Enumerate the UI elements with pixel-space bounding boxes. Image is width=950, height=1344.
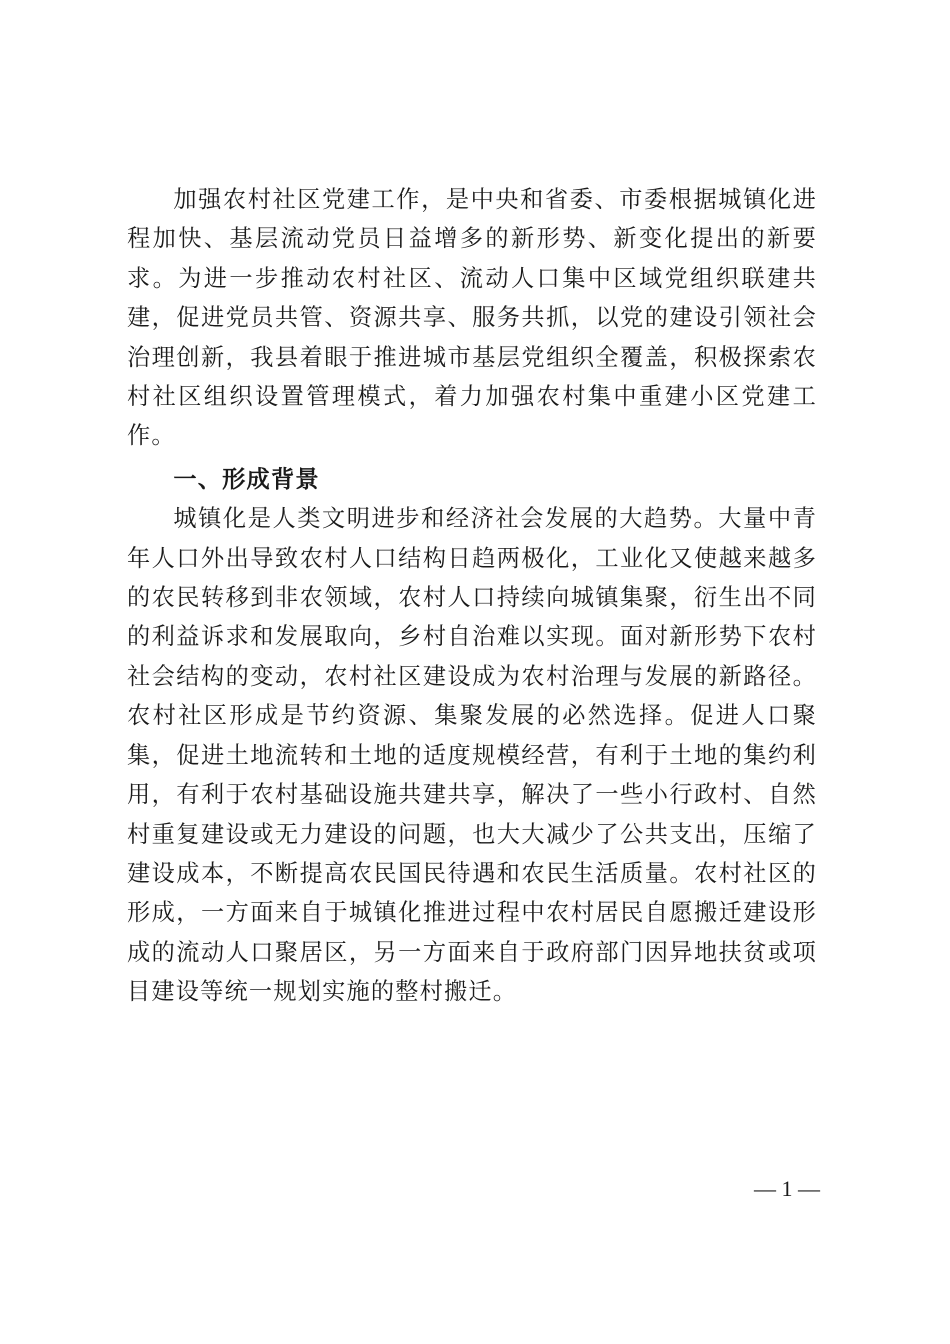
background-paragraph: 城镇化是人类文明进步和经济社会发展的大趋势。大量中青年人口外出导致农村人口结构日趋两极化，工业化又使越来越多的农民转移到非农领域，农村人口持续向城镇集聚，衍生出不同的利益诉求和发展取向，乡村自治难以实现。面对新形势下农村社会结构的变动，农村社区建设成为农村治理与发展的新路径。农村社区形成是节约资源、集聚发展的必然选择。促进人口聚集，促进土地流转和土地的适度规模经营，有利于土地的集约利用，有利于农村基础设施共建共享，解决了一些小行政村、自然村重复建设或无力建设的问题，也大大减少了公共支出，压缩了建设成本，不断提高农民国民待遇和农民生活质量。农村社区的形成，一方面来自于城镇化推进过程中农村居民自愿搬迁建设形成的流动人口聚居区，另一方面来自于政府部门因异地扶贫或项目建设等统一规划实施的整村搬迁。 (127, 505, 817, 1006)
page-number: — 1 — (754, 1176, 820, 1201)
section-heading: 一、形成背景 (173, 465, 320, 493)
intro-paragraph: 加强农村社区党建工作，是中央和省委、市委根据城镇化进程加快、基层流动党员日益增多的新形势、新变化提出的新要求。为进一步推动农村社区、流动人口集中区域党组织联建共建，促进党员共管、资源共享、服务共抓，以党的建设引领社会治理创新，我县着眼于推进城市基层党组织全覆盖，积极探索农村社区组织设置管理模式，着力加强农村集中重建小区党建工作。 (127, 186, 817, 450)
document-body (127, 180, 817, 1012)
